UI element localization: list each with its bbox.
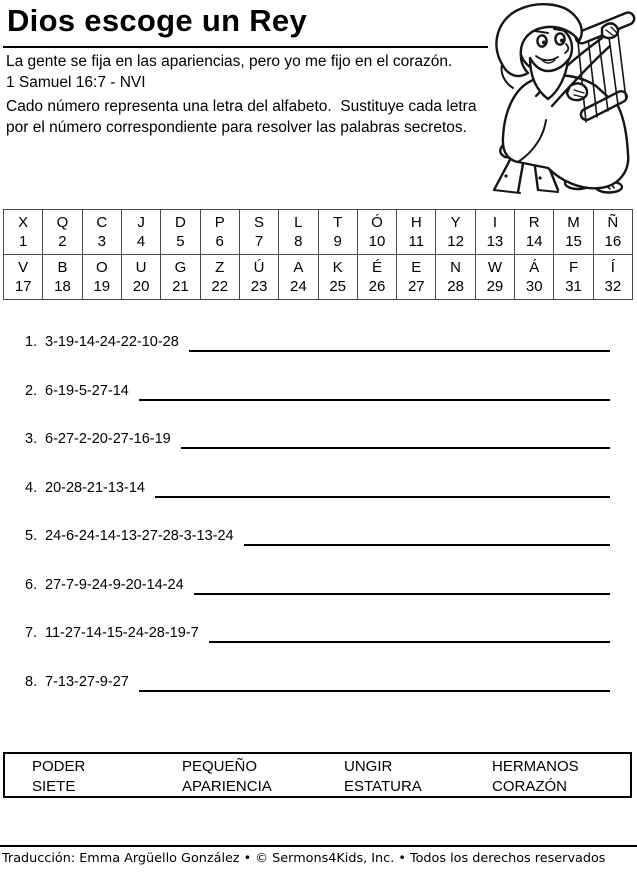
- cipher-letter: Á: [529, 259, 540, 276]
- cipher-number: 29: [486, 278, 504, 295]
- cipher-number: 31: [565, 278, 582, 295]
- cipher-cell: [593, 255, 632, 300]
- cipher-number: 24: [290, 278, 307, 295]
- cipher-letter: Ó: [371, 214, 383, 231]
- cipher-number: 27: [407, 278, 425, 295]
- cipher-number: 4: [136, 233, 146, 250]
- puzzle-item-number: 8.: [25, 673, 38, 690]
- cipher-number: 30: [525, 278, 543, 295]
- cipher-cell: [4, 210, 43, 255]
- cipher-letter: Í: [610, 259, 615, 276]
- cipher-cell: [279, 255, 318, 300]
- cipher-cell: [397, 210, 436, 255]
- cipher-cell: [318, 255, 357, 300]
- cipher-number: 9: [333, 233, 342, 250]
- cipher-cell: [200, 255, 239, 300]
- cipher-cell: [436, 255, 475, 300]
- puzzle-code: 11-27-14-15-24-28-19-7: [45, 625, 199, 641]
- word-bank-word: APARIENCIA: [182, 777, 272, 795]
- word-bank-word: PEQUEÑO: [182, 758, 258, 775]
- answer-blank-line: [139, 690, 610, 692]
- cipher-cell: [593, 210, 632, 255]
- cipher-letter: É: [371, 259, 382, 276]
- cipher-row: [4, 255, 633, 300]
- word-bank: [3, 752, 632, 798]
- answer-blank-line: [155, 496, 610, 498]
- answer-blank-line: [181, 447, 610, 449]
- word-bank-word: ESTATURA: [344, 777, 422, 795]
- puzzle-code: 6-27-2-20-27-16-19: [45, 431, 171, 447]
- cipher-letter: W: [487, 259, 502, 276]
- cipher-cell: [161, 255, 200, 300]
- verse-line-2: 1 Samuel 16:7 - NVI: [6, 74, 146, 91]
- cipher-letter: N: [450, 259, 462, 276]
- puzzle-item: [0, 478, 610, 498]
- cipher-number: 17: [14, 278, 32, 295]
- cipher-number: 23: [250, 278, 268, 295]
- title-divider: [3, 46, 488, 48]
- instructions-line-1: Cado número representa una letra del alfabeto. Sustituye cada letra: [6, 98, 477, 115]
- puzzle-code: 24-6-24-14-13-27-28-3-13-24: [45, 528, 234, 544]
- cipher-table: [3, 209, 633, 300]
- cipher-cell: [239, 210, 278, 255]
- instructions-line-2: por el número correspondiente para resolver las palabras secretos.: [6, 119, 467, 136]
- puzzle-item-number: 2.: [25, 382, 38, 399]
- cipher-cell: [43, 255, 82, 300]
- cipher-letter: P: [214, 214, 225, 231]
- cipher-number: 26: [368, 278, 386, 295]
- cipher-letter: E: [411, 259, 422, 276]
- cipher-number: 3: [97, 233, 106, 250]
- footer-divider: [0, 845, 637, 847]
- cipher-letter: Ú: [253, 259, 265, 276]
- cipher-cell: [200, 210, 239, 255]
- cipher-cell: [121, 255, 160, 300]
- puzzle-code: 27-7-9-24-9-20-14-24: [45, 576, 184, 593]
- word-bank-word: SIETE: [32, 777, 76, 795]
- cipher-number: 16: [604, 233, 622, 250]
- cipher-letter: O: [95, 259, 108, 276]
- cipher-number: 13: [486, 233, 504, 250]
- puzzle-code: 6-19-5-27-14: [45, 382, 129, 399]
- cipher-letter: B: [57, 259, 68, 276]
- cipher-letter: K: [332, 259, 343, 276]
- puzzle-item: [0, 332, 610, 352]
- cipher-cell: [318, 210, 357, 255]
- cipher-letter: V: [18, 259, 29, 276]
- answer-blank-line: [139, 399, 610, 401]
- word-bank-word: PODER: [32, 758, 86, 775]
- cipher-cell: [82, 210, 121, 255]
- puzzle-item: [0, 575, 610, 595]
- cipher-number: 25: [329, 278, 346, 295]
- answer-blank-line: [209, 641, 610, 643]
- cipher-letter: Y: [450, 214, 461, 231]
- cipher-number: 5: [176, 233, 185, 250]
- cipher-number: 19: [93, 278, 111, 295]
- cipher-cell: [161, 210, 200, 255]
- cipher-cell: [475, 255, 514, 300]
- cipher-number: 21: [172, 278, 189, 295]
- puzzle-item: [0, 429, 610, 449]
- cipher-letter: Q: [56, 214, 69, 231]
- cipher-letter: I: [492, 214, 497, 231]
- cipher-row: [4, 210, 633, 255]
- cipher-cell: [515, 255, 554, 300]
- puzzle-code: 20-28-21-13-14: [45, 479, 145, 496]
- cipher-number: 7: [254, 233, 264, 250]
- footer-copyright: Traducción: Emma Argüello González • © Sermons4Kids, Inc. • Todos los derechos reservados: [2, 851, 606, 866]
- page-title: Dios escoge un Rey: [7, 3, 307, 38]
- puzzle-item-number: 6.: [25, 576, 38, 593]
- puzzle-item: [0, 381, 610, 401]
- puzzle-list: [0, 332, 610, 720]
- cipher-letter: Ñ: [607, 214, 619, 231]
- cipher-number: 28: [447, 278, 464, 295]
- cipher-number: 14: [525, 233, 543, 250]
- answer-blank-line: [189, 350, 610, 352]
- cipher-letter: M: [567, 214, 580, 231]
- harp-player-illustration: [478, 0, 637, 196]
- cipher-cell: [515, 210, 554, 255]
- puzzle-code: 7-13-27-9-27: [45, 673, 129, 690]
- cipher-number: 6: [215, 233, 224, 250]
- cipher-letter: H: [410, 214, 422, 231]
- cipher-cell: [554, 210, 593, 255]
- cipher-number: 10: [368, 233, 386, 250]
- cipher-letter: G: [174, 259, 187, 276]
- harp-player-drawing: [478, 0, 637, 196]
- verse-text: [6, 51, 452, 93]
- cipher-letter: S: [254, 214, 265, 231]
- cipher-letter: X: [18, 214, 29, 231]
- instructions-text: [6, 96, 476, 138]
- cipher-cell: [357, 255, 396, 300]
- puzzle-item: [0, 526, 610, 546]
- cipher-number: 8: [294, 233, 303, 250]
- cipher-cell: [279, 210, 318, 255]
- cipher-cell: [475, 210, 514, 255]
- cipher-number: 1: [18, 233, 28, 250]
- cipher-number: 12: [447, 233, 464, 250]
- cipher-number: 32: [604, 278, 622, 295]
- word-bank-word: UNGIR: [344, 758, 393, 775]
- puzzle-item: [0, 672, 610, 692]
- word-bank-word: CORAZÓN: [492, 777, 567, 795]
- cipher-cell: [121, 210, 160, 255]
- cipher-letter: R: [528, 214, 540, 231]
- cipher-cell: [397, 255, 436, 300]
- answer-blank-line: [194, 593, 610, 595]
- cipher-letter: F: [568, 259, 579, 276]
- cipher-letter: D: [174, 214, 186, 231]
- cipher-cell: [239, 255, 278, 300]
- cipher-cell: [357, 210, 396, 255]
- cipher-cell: [436, 210, 475, 255]
- cipher-letter: L: [294, 214, 303, 231]
- cipher-cell: [43, 210, 82, 255]
- cipher-letter: Z: [215, 259, 225, 276]
- cipher-cell: [4, 255, 43, 300]
- puzzle-item-number: 4.: [25, 479, 38, 496]
- cipher-number: 22: [211, 278, 229, 295]
- cipher-letter: T: [333, 214, 343, 231]
- cipher-letter: U: [135, 259, 147, 276]
- answer-blank-line: [244, 544, 610, 546]
- puzzle-code: 3-19-14-24-22-10-28: [45, 334, 179, 350]
- cipher-cell: [82, 255, 121, 300]
- cipher-letter: C: [96, 214, 108, 231]
- cipher-number: 15: [565, 233, 582, 250]
- cipher-number: 11: [408, 233, 425, 250]
- cipher-number: 20: [132, 278, 150, 295]
- puzzle-item-number: 5.: [25, 528, 38, 544]
- cipher-number: 18: [54, 278, 71, 295]
- puzzle-item: [0, 623, 610, 643]
- cipher-number: 2: [58, 233, 67, 250]
- puzzle-item-number: 1.: [25, 334, 38, 350]
- puzzle-item-number: 3.: [25, 431, 38, 447]
- cipher-letter: A: [293, 259, 304, 276]
- cipher-cell: [554, 255, 593, 300]
- verse-line-1: La gente se fija en las apariencias, pero yo me fijo en el corazón.: [6, 53, 453, 70]
- word-bank-word: HERMANOS: [492, 758, 579, 775]
- cipher-letter: J: [137, 214, 145, 231]
- puzzle-item-number: 7.: [25, 625, 38, 641]
